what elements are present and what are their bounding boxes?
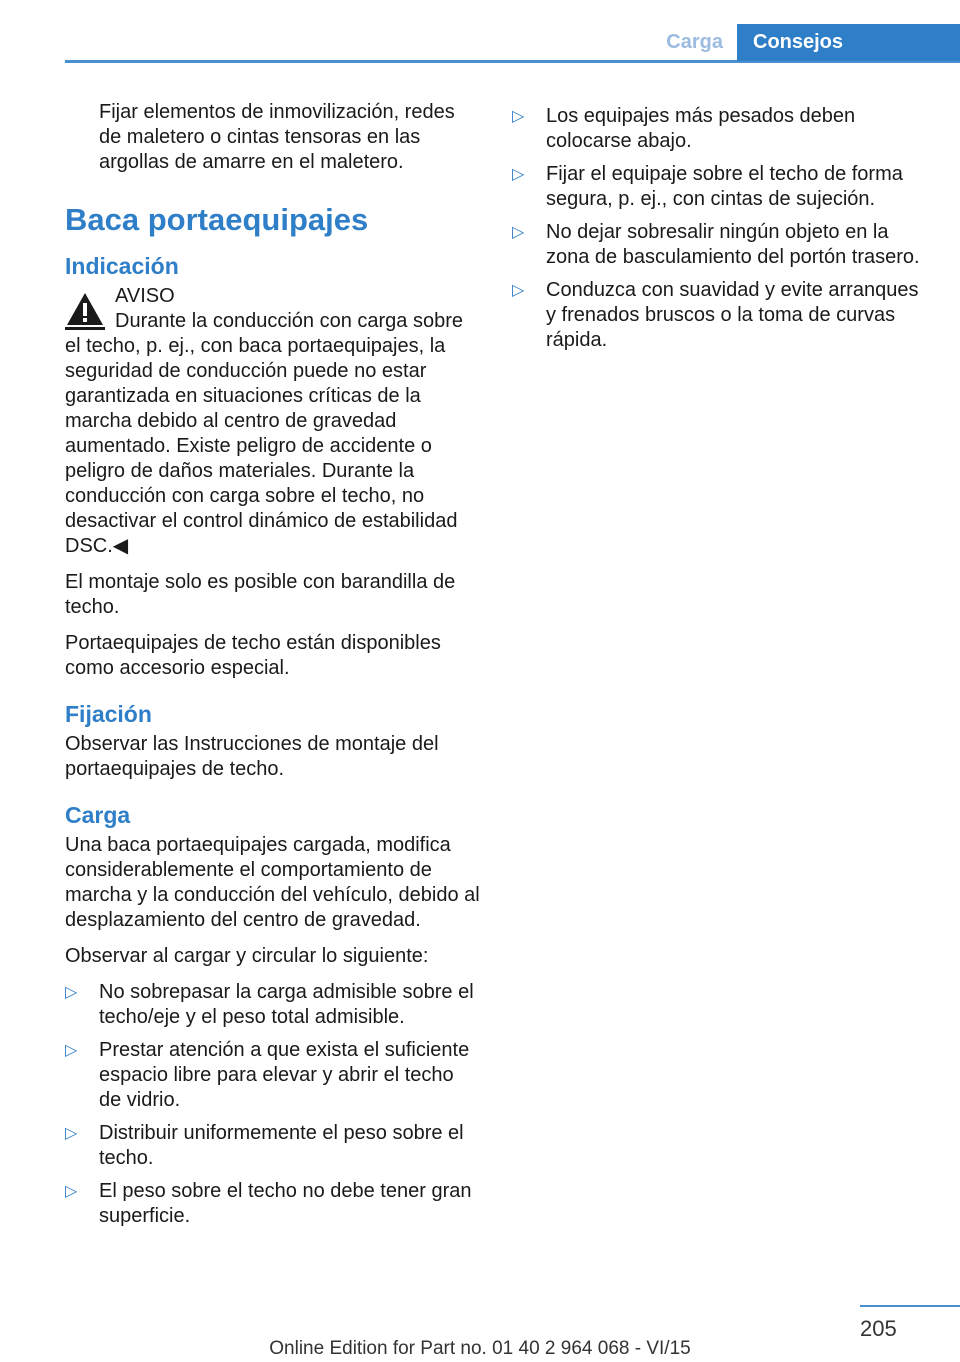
carga-lead: Observar al cargar y circular lo siguiente: bbox=[65, 945, 429, 967]
list-item: ▷ Conduzca con suavidad y evite arranques y frenados bruscos o la toma de curvas rápida. bbox=[512, 279, 919, 351]
edition-footer: Online Edition for Part no. 01 40 2 964 068 - VI/15 bbox=[269, 1338, 691, 1359]
bullet-icon: ▷ bbox=[512, 108, 525, 125]
fijacion-text: Observar las Instrucciones de montaje del portaequipajes de techo. bbox=[65, 733, 439, 780]
warning-text: Durante la conducción con carga sobre el techo, p. ej., con baca portaequipajes, la seguridad de conducción puede no estar garantizada en situaciones críticas de la marcha debido al centro de gravedad aumentado. Existe peligro de accidente o peligro de daños materiales. Durante la conducción con carga sobre el techo, no desactivar el control dinámico de estabilidad DSC.◀ bbox=[65, 310, 463, 557]
bullet-icon: ▷ bbox=[512, 224, 525, 241]
bullet-icon: ▷ bbox=[512, 166, 525, 183]
left-column bbox=[65, 100, 480, 1237]
carga-text: Una baca portaequipajes cargada, modifica considerablemente el comportamiento de marcha y la conducción del vehículo, debido al desplazamiento del centro de gravedad. bbox=[65, 834, 480, 931]
warning-label: AVISO bbox=[115, 285, 175, 307]
bullet-icon: ▷ bbox=[65, 1125, 78, 1142]
carga-list bbox=[65, 980, 480, 1229]
bullet-icon: ▷ bbox=[65, 984, 78, 1001]
para-accesorio: Portaequipajes de techo están disponibles como accesorio especial. bbox=[65, 632, 441, 679]
tab-consejos[interactable]: Consejos bbox=[737, 24, 960, 61]
section-title: Baca portaequipajes bbox=[65, 202, 369, 237]
footer-rule bbox=[860, 1305, 960, 1307]
right-column bbox=[512, 104, 932, 361]
warning-block bbox=[65, 284, 480, 309]
tab-carga[interactable]: Carga bbox=[666, 31, 723, 53]
list-item: ▷ Fijar el equipaje sobre el techo de forma segura, p. ej., con cintas de sujeción. bbox=[512, 163, 903, 210]
para-montaje: El montaje solo es posible con barandilla de techo. bbox=[65, 571, 456, 618]
list-item: ▷ El peso sobre el techo no debe tener gran superficie. bbox=[65, 1180, 472, 1227]
page-number: 205 bbox=[860, 1316, 897, 1341]
bullet-icon: ▷ bbox=[512, 282, 525, 299]
list-item: ▷ No dejar sobresalir ningún objeto en la zona de basculamiento del portón trasero. bbox=[512, 221, 920, 268]
heading-carga: Carga bbox=[65, 802, 131, 828]
heading-indicacion: Indicación bbox=[65, 253, 179, 279]
list-item: ▷ Prestar atención a que exista el suficiente espacio libre para elevar y abrir el techo de vidrio. bbox=[65, 1039, 470, 1111]
intro-paragraph: Fijar elementos de inmovilización, redes de maletero o cintas tensoras en las argollas de amarre en el maletero. bbox=[99, 101, 455, 173]
list-item: ▷ No sobrepasar la carga admisible sobre el techo/eje y el peso total admisible. bbox=[65, 981, 474, 1028]
list-item: ▷ Distribuir uniformemente el peso sobre el techo. bbox=[65, 1122, 464, 1169]
bullet-icon: ▷ bbox=[65, 1183, 78, 1200]
heading-fijacion: Fijación bbox=[65, 701, 152, 727]
warning-icon bbox=[65, 290, 105, 330]
right-list bbox=[512, 104, 932, 353]
list-item: ▷ Los equipajes más pesados deben colocarse abajo. bbox=[512, 105, 856, 152]
bullet-icon: ▷ bbox=[65, 1042, 78, 1059]
